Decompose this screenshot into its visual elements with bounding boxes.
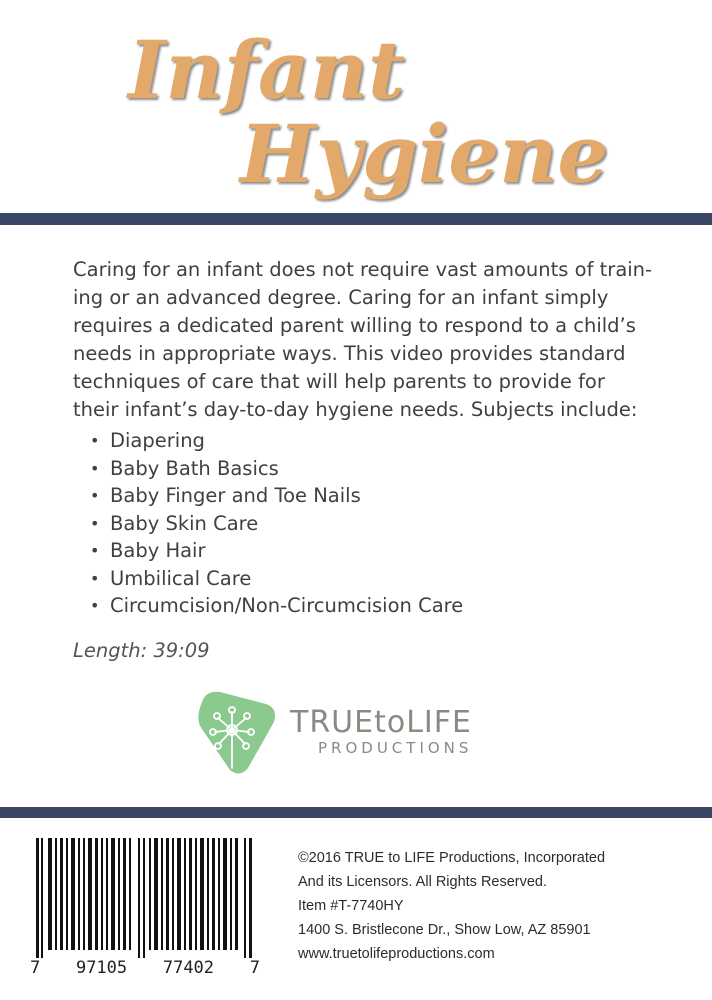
rights-text: And its Licensors. All Rights Reserved. — [298, 874, 548, 890]
barcode-digit-group: 7 — [30, 958, 41, 978]
barcode — [30, 838, 260, 958]
subject-item: • Baby Skin Care — [90, 510, 463, 538]
legal-info — [298, 846, 605, 966]
subject-item: • Diapering — [90, 427, 463, 455]
subject-item: • Umbilical Care — [90, 565, 463, 593]
barcode-digit-group: 77402 — [162, 958, 215, 978]
address-text: 1400 S. Bristlecone Dr., Show Low, AZ 85901 — [298, 922, 591, 938]
subjects-list — [90, 427, 463, 620]
dandelion-logo-icon — [196, 686, 278, 776]
barcode-digit-group: 97105 — [75, 958, 128, 978]
subject-item: • Circumcision/Non-Circumcision Care — [90, 592, 463, 620]
video-length: Length: 39:09 — [73, 639, 210, 662]
top-divider — [0, 213, 712, 225]
subject-item: • Baby Bath Basics — [90, 455, 463, 483]
logo-wordmark: TRUEtoLIFE — [290, 705, 472, 740]
logo-subtitle: PRODUCTIONS — [318, 739, 473, 757]
copyright-text: ©2016 TRUE to LIFE Productions, Incorporated — [298, 850, 606, 866]
barcode-digit-group: 7 — [249, 958, 260, 978]
description-text: Caring for an infant does not require vast amounts of train-ing or an advanced degree. Caring for an infant simply requires a dedicated parent willing to respond to a child’s needs in appropriate ways. This video provides standard techniques of care that will help parents to provide for their infant’s day-to-day hygiene needs. Subjects include: — [73, 258, 653, 421]
bottom-divider — [0, 807, 712, 818]
item-number: Item #T-7740HY — [298, 898, 404, 914]
title-line-1: Infant — [128, 23, 405, 117]
subject-item: • Baby Hair — [90, 537, 463, 565]
barcode-number — [30, 958, 260, 978]
subject-item: • Baby Finger and Toe Nails — [90, 482, 463, 510]
website-link[interactable]: www.truetolifeproductions.com — [298, 946, 495, 962]
title-line-2: Hygiene — [240, 107, 609, 201]
